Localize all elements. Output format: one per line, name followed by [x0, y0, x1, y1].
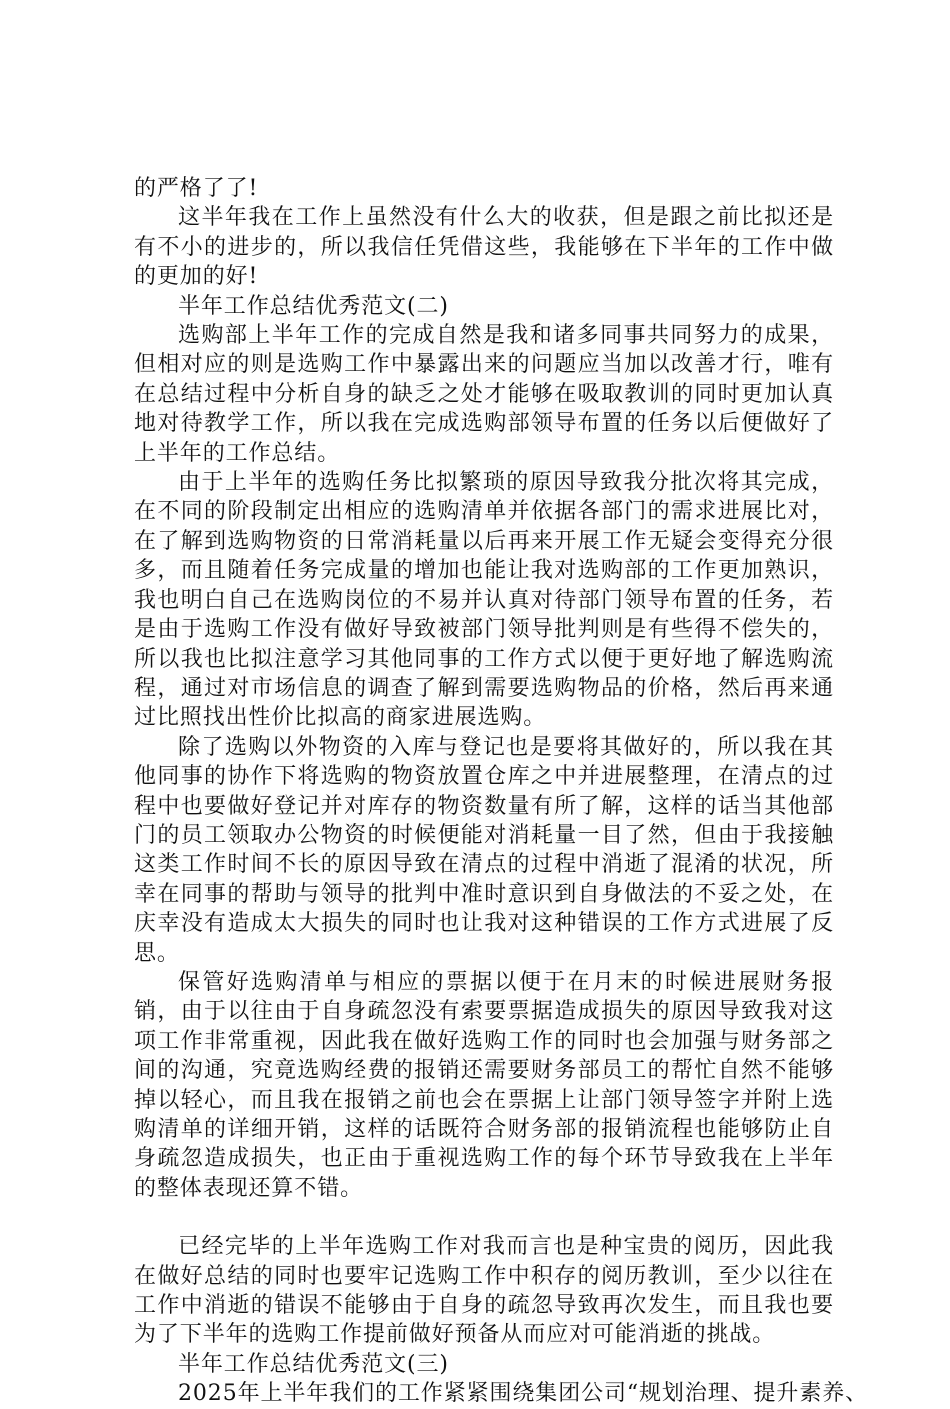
- paragraph-warehouse-registration: 除了选购以外物资的入库与登记也是要将其做好的，所以我在其他同事的协作下将选购的物资放置仓库之中并进展整理，在清点的过程中也要做好登记并对库存的物资数量有所了解，这样的话当其他部门的员工领取办公物资的时候便能对消耗量一目了然，但由于我接触这类工作时间不长的原因导致在清点的过程中消逝了混淆的状况，所幸在同事的帮助与领导的批判中准时意识到自身做法的不妥之处，在庆幸没有造成太大损失的同时也让我对这种错误的工作方式进展了反思。: [134, 734, 834, 966]
- paragraph-half-year-progress: 这半年我在工作上虽然没有什么大的收获，但是跟之前比拟还是有不小的进步的，所以我信任凭借这些，我能够在下半年的工作中做的更加的好!: [134, 205, 834, 290]
- paragraph-continuation: 的严格了了!: [134, 176, 259, 201]
- paragraph-2025-work: 2025年上半年我们的工作紧紧围绕集团公司“规划治理、提升素养、: [178, 1381, 869, 1407]
- section-heading-3: 半年工作总结优秀范文(三): [178, 1351, 449, 1377]
- section-heading-2: 半年工作总结优秀范文(二): [178, 293, 449, 319]
- document-body: [134, 174, 869, 1409]
- paragraph-purchasing-tasks: 由于上半年的选购任务比拟繁琐的原因导致我分批次将其完成，在不同的阶段制定出相应的选购清单并依据各部门的需求进展比对，在了解到选购物资的日常消耗量以后再来开展工作无疑会变得充分很多，而且随着任务完成量的增加也能让我对选购部的工作更加熟识，我也明白自己在选购岗位的不易并认真对待部门领导布置的任务，若是由于选购工作没有做好导致被部门领导批判则是有些得不偿失的，所以我也比拟注意学习其他同事的工作方式以便于更好地了解选购流程，通过对市场信息的调查了解到需要选购物品的价格，然后再来通过比照找出性价比拟高的商家进展选购。: [134, 470, 834, 731]
- paragraph-purchasing-summary: 选购部上半年工作的完成自然是我和诸多同事共同努力的成果，但相对应的则是选购工作中暴露出来的问题应当加以改善才行，唯有在总结过程中分析自身的缺乏之处才能够在吸取教训的同时更加认真地对待教学工作，所以我在完成选购部领导布置的任务以后便做好了上半年的工作总结。: [134, 323, 834, 466]
- paragraph-experience-lessons: 已经完毕的上半年选购工作对我而言也是种宝贵的阅历，因此我在做好总结的同时也要牢记选购工作中积存的阅历教训，至少以往在工作中消逝的错误不能够由于自身的疏忽导致再次发生，而且我也要为了下半年的选购工作提前做好预备从而应对可能消逝的挑战。: [134, 1234, 834, 1348]
- paragraph-receipts-reimbursement: 保管好选购清单与相应的票据以便于在月末的时候进展财务报销，由于以往由于自身疏忽没有索要票据造成损失的原因导致我对这项工作非常重视，因此我在做好选购工作的同时也会加强与财务部之间的沟通，究竟选购经费的报销还需要财务部员工的帮忙自然不能够掉以轻心，而且我在报销之前也会在票据上让部门领导签字并附上选购清单的详细开销，这样的话既符合财务部的报销流程也能够防止自身疏忽造成损失，也正由于重视选购工作的每个环节导致我在上半年的整体表现还算不错。: [134, 969, 834, 1201]
